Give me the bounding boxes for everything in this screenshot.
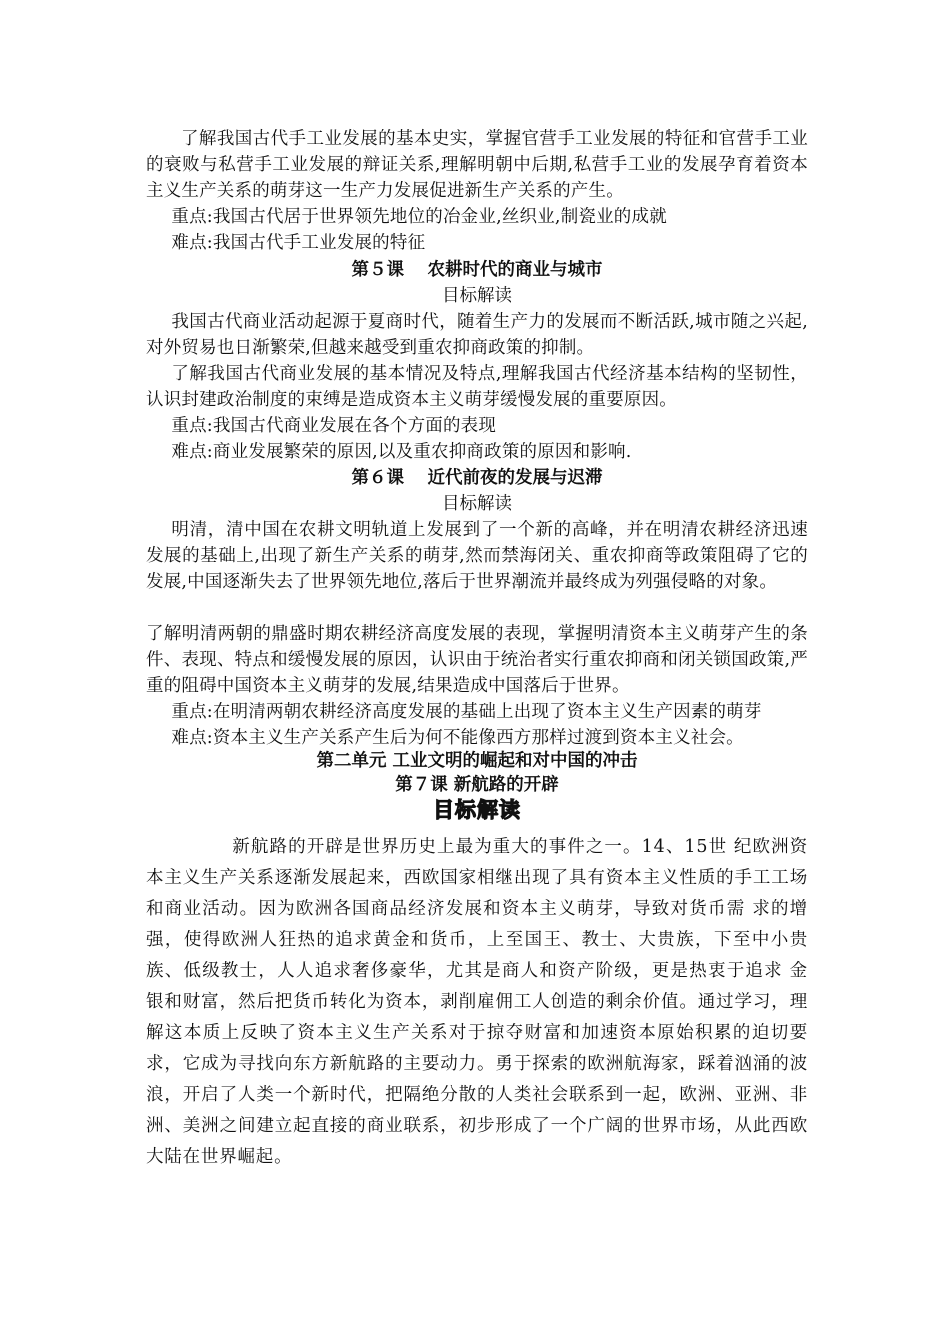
lesson6-title: 第６课 近代前夜的发展与迟滞 xyxy=(351,468,603,488)
lesson7-paragraph-text: 新航路的开辟是世界历史上最为重大的事件之一。14、15世 纪欧洲资本主义生产关系逐渐发展起来，西欧国家相继出现了具有资本主义性质的手工工场和商业活动。因为欧洲各国商品经济发展和资本主义萌芽，导致对货币需 求的增强，使得欧洲人狂热的追求黄金和货币，上至国王、教士、大贵族，下至中小贵族、低级教士，人人追求奢侈豪华，尤其是商人和资产阶级，更是热衷于追求 金银和财富，然后把货币转化为资本，剥削雇佣工人创造的剩余价值。通过学习，理解这本质上反映了资本主义生产关系对于掠夺财富和加速资本原始积累的迫切要 求，它成为寻找向东方新航路的主要动力。勇于探索的欧洲航海家，踩着汹涌的波浪，开启了人类一个新时代，把隔绝分散的人类社会联系到一起，欧洲、亚洲、非 洲、美洲之间建立起直接的商业联系，初步形成了一个广阔的世界市场，从此西欧大陆在世界崛起。 xyxy=(146,837,808,1167)
lesson5-subtitle: 目标解读 xyxy=(442,286,512,306)
lesson6-difficult-point: 难点:资本主义生产关系产生后为何不能像西方那样过渡到资本主义社会。 xyxy=(171,728,744,748)
lesson7-subtitle: 目标解读 xyxy=(433,798,521,822)
lesson5-paragraph-2: 了解我国古代商业发展的基本情况及特点,理解我国古代经济基本结构的坚韧性，认识封建政治制度的束缚是造成资本主义萌芽缓慢发展的重要原因。 xyxy=(146,364,808,410)
lesson7-paragraph xyxy=(146,832,808,1173)
lesson5-title: 第５课 农耕时代的商业与城市 xyxy=(351,260,603,280)
lesson4-difficult-point: 难点:我国古代手工业发展的特征 xyxy=(171,233,426,253)
unit2-title: 第二单元 工业文明的崛起和对中国的冲击 xyxy=(316,751,638,771)
lesson4-objective-paragraph: 了解我国古代手工业发展的基本史实，掌握官营手工业发展的特征和官营手工业的衰败与私营手工业发展的辩证关系,理解明朝中后期,私营手工业的发展孕育着资本主义生产关系的萌芽这一生产力发展促进新生产关系的产生。 xyxy=(146,129,808,201)
lesson6-paragraph-2: 了解明清两朝的鼎盛时期农耕经济高度发展的表现，掌握明清资本主义萌芽产生的条件、表现、特点和缓慢发展的原因，认识由于统治者实行重农抑商和闭关锁国政策,严重的阻碍中国资本主义萌芽的发展,结果造成中国落后于世界。 xyxy=(146,624,808,696)
lesson4-key-point: 重点:我国古代居于世界领先地位的冶金业,丝织业,制瓷业的成就 xyxy=(171,207,667,227)
lesson5-key-point: 重点:我国古代商业发展在各个方面的表现 xyxy=(171,416,497,436)
lesson7-subtitle-banner xyxy=(146,797,808,823)
lesson6-paragraph-1: 明清，清中国在农耕文明轨道上发展到了一个新的高峰，并在明清农耕经济迅速发展的基础上,出现了新生产关系的萌芽,然而禁海闭关、重农抑商等政策阻碍了它的发展,中国逐渐失去了世界领先地位,落后于世界潮流并最终成为列强侵略的对象。 xyxy=(146,520,808,592)
lesson6-subtitle: 目标解读 xyxy=(442,494,512,514)
lesson6-key-point: 重点:在明清两朝农耕经济高度发展的基础上出现了资本主义生产因素的萌芽 xyxy=(171,702,762,722)
lesson5-paragraph-1: 我国古代商业活动起源于夏商时代，随着生产力的发展而不断活跃,城市随之兴起,对外贸易也日渐繁荣,但越来越受到重农抑商政策的抑制。 xyxy=(146,312,808,358)
lesson7-title: 第７课 新航路的开辟 xyxy=(395,775,559,795)
lesson5-difficult-point: 难点:商业发展繁荣的原因,以及重农抑商政策的原因和影响. xyxy=(171,442,632,462)
